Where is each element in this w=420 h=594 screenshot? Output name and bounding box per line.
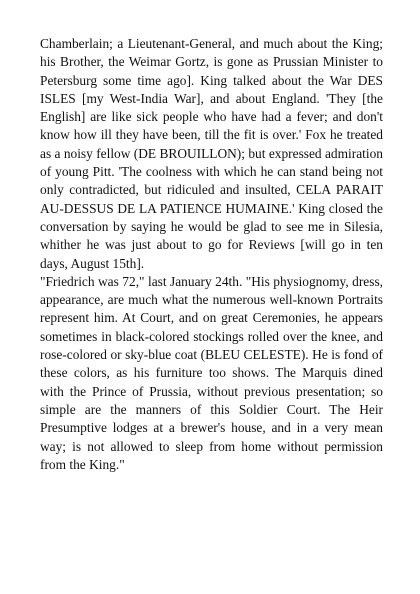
paragraph: Chamberlain; a Lieutenant-General, and much about the King; his Brother, the Weimar Gortz, is gone as Prussian Minister to Petersburg some time ago]. King talked about the War DES ISLES [my West-India War], and about England. 'They [the English] are like sick people who have had a fever; and don't know how ill they have been, till the fit is over.' Fox he treated as a noisy fellow (DE BROUILLON); but expressed admiration of young Pitt. 'The coolness with which he can stand being not only contradicted, but ridiculed and insulted, CELA PARAIT AU-DESSUS DE LA PATIENCE HUMAINE.' King closed the conversation by saying he would be glad to see me in Silesia, whither he was just about to go for Reviews [will go in ten days, August 15th].: [40, 36, 383, 271]
document-page: [40, 35, 383, 474]
paragraph: "Friedrich was 72," last January 24th. "His physiognomy, dress, appearance, are much what the numerous well-known Portraits represent him. At Court, and on great Ceremonies, he appears sometimes in black-colored stockings rolled over the knee, and rose-colored or sky-blue coat (BLEU CELESTE). He is fond of these colors, as his furniture too shows. The Marquis dined with the Prince of Prussia, without previous presentation; so simple are the manners of this Soldier Court. The Heir Presumptive lodges at a brewer's house, and in a very mean way; is not allowed to sleep from home without permission from the King.": [40, 273, 383, 472]
